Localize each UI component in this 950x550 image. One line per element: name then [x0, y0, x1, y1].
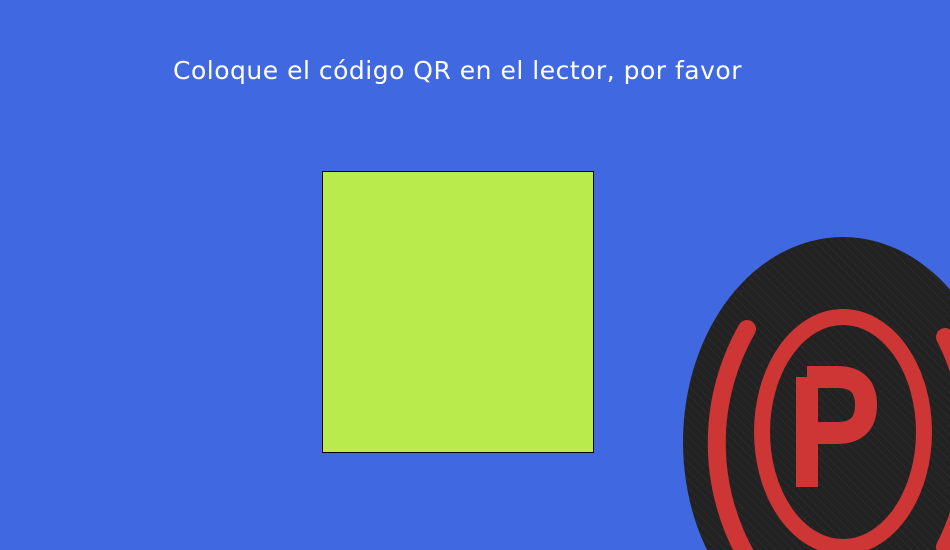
parking-icon	[683, 237, 950, 550]
scan-instruction-text: Coloque el código QR en el lector, por favor	[173, 56, 742, 85]
parking-logo	[683, 237, 950, 550]
qr-scan-area[interactable]	[322, 171, 594, 453]
